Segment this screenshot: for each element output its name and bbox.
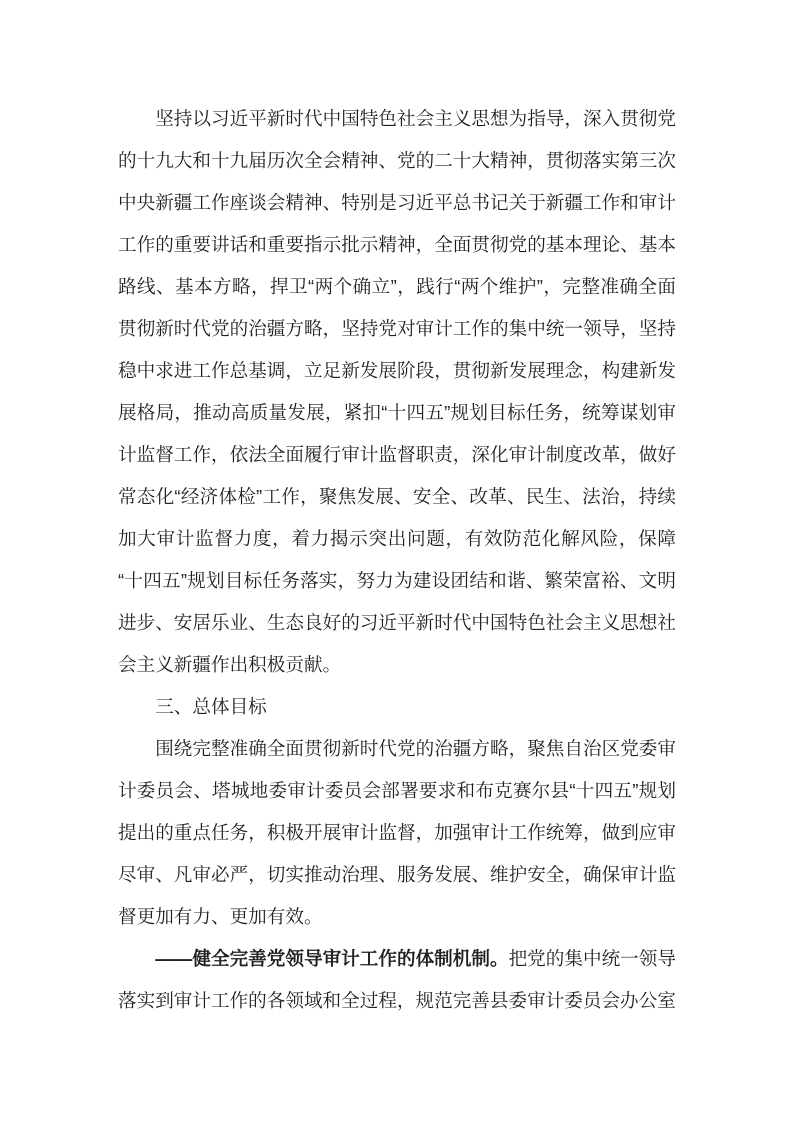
paragraph-mechanism-text: 把党的集中统一领导落实到审计工作的各领域和全过程，规范完善县委审计委员会办公室 bbox=[118, 948, 676, 1011]
paragraph-mechanism bbox=[118, 938, 676, 1022]
section-heading-overall-goals: 三、总体目标 bbox=[155, 696, 267, 717]
paragraph-mechanism-bold-lead: ——健全完善党领导审计工作的体制机制。 bbox=[155, 948, 509, 969]
paragraph-guiding-ideology: 坚持以习近平新时代中国特色社会主义思想为指导，深入贯彻党的十九大和十九届历次全会精神、党的二十大精神，贯彻落实第三次中央新疆工作座谈会精神、特别是习近平总书记关于新疆工作和审计工作的重要讲话和重要指示批示精神，全面贯彻党的基本理论、基本路线、基本方略，捍卫“两个确立”，践行“两个维护”，完整准确全面贯彻新时代党的治疆方略，坚持党对审计工作的集中统一领导，坚持稳中求进工作总基调，立足新发展阶段，贯彻新发展理念，构建新发展格局，推动高质量发展，紧扣“十四五”规划目标任务，统筹谋划审计监督工作，依法全面履行审计监督职责，深化审计制度改革，做好常态化“经济体检”工作，聚焦发展、安全、改革、民生、法治，持续加大审计监督力度，着力揭示突出问题，有效防范化解风险，保障“十四五”规划目标任务落实，努力为建设团结和谐、繁荣富裕、文明进步、安居乐业、生态良好的习近平新时代中国特色社会主义思想社会主义新疆作出积极贡献。 bbox=[118, 108, 676, 675]
paragraph-overall-goals-body: 围绕完整准确全面贯彻新时代党的治疆方略，聚焦自治区党委审计委员会、塔城地委审计委员会部署要求和布克赛尔县“十四五”规划提出的重点任务，积极开展审计监督，加强审计工作统筹，做到应审尽审、凡审必严，切实推动治理、服务发展、维护安全，确保审计监督更加有力、更加有效。 bbox=[118, 738, 676, 927]
